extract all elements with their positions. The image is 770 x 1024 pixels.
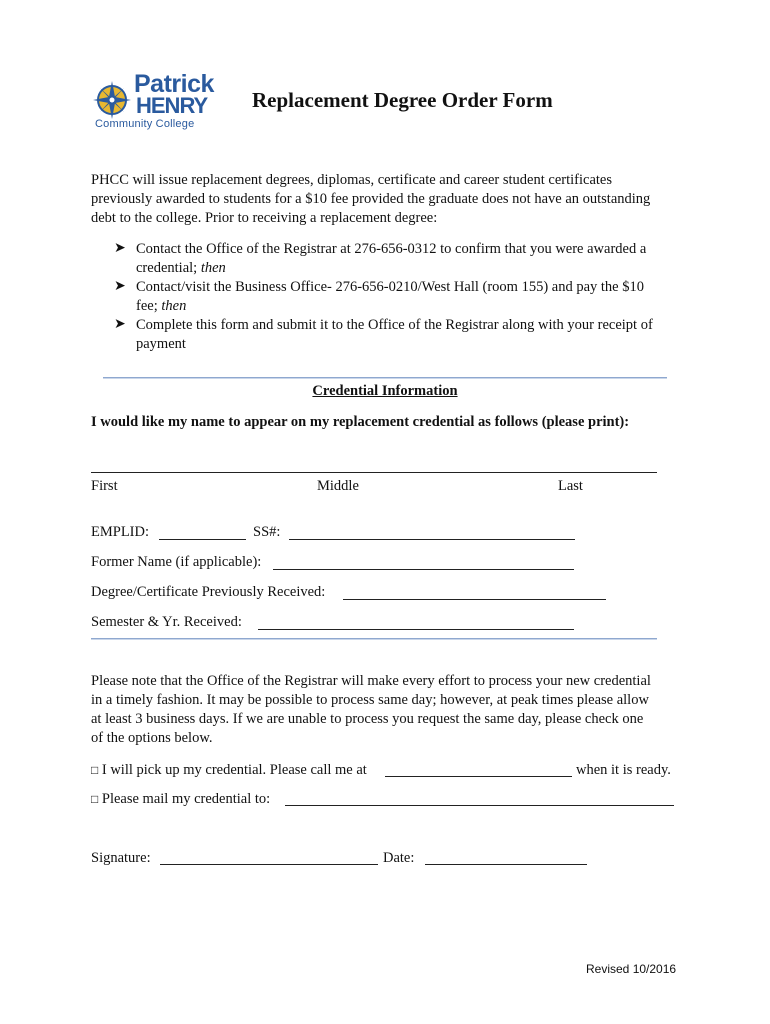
former-name-label: Former Name (if applicable): (91, 554, 262, 570)
step-1-line-1: Contact the Office of the Registrar at 276-656-0312 to confirm that you were awarded a (136, 241, 647, 257)
note-line-1: Please note that the Office of the Registrar will make every effort to process your new credential (91, 673, 651, 689)
pickup-suffix: when it is ready. (576, 762, 671, 778)
intro-line-1: PHCC will issue replacement degrees, diplomas, certificate and career student certificates (91, 172, 612, 188)
section-divider-bottom (91, 638, 657, 640)
degree-label: Degree/Certificate Previously Received: (91, 584, 326, 600)
step-3-line-1: Complete this form and submit it to the Office of the Registrar along with your receipt of (136, 317, 653, 333)
compass-icon (92, 80, 132, 120)
degree-field[interactable] (343, 599, 606, 600)
semester-label: Semester & Yr. Received: (91, 614, 242, 630)
date-label: Date: (383, 850, 415, 866)
mail-option (91, 790, 270, 809)
mail-label: Please mail my credential to: (101, 791, 271, 807)
step-1-line-2: credential; then (136, 260, 226, 276)
arrow-bullet-icon: ➤ (114, 241, 126, 256)
middle-name-label: Middle (317, 478, 359, 494)
step-3-line-2: payment (136, 336, 186, 352)
emplid-label: EMPLID: (91, 524, 149, 540)
mail-checkbox[interactable]: □ (91, 792, 99, 806)
note-line-3: at least 3 business days. If we are unable to process you request the same day, please check one (91, 711, 644, 727)
first-name-label: First (91, 478, 118, 494)
logo-text-henry: HENRY (136, 93, 208, 118)
intro-line-3: debt to the college. Prior to receiving a replacement degree: (91, 210, 438, 226)
logo-text-patrick: Patrick (134, 70, 214, 98)
name-instruction: I would like my name to appear on my replacement credential as follows (please print): (91, 414, 630, 430)
last-name-label: Last (558, 478, 583, 494)
former-name-field[interactable] (273, 569, 574, 570)
date-field[interactable] (425, 864, 587, 865)
note-line-2: in a timely fashion. It may be possible to process same day; however, at peak times please allow (91, 692, 649, 708)
step-2-line-1: Contact/visit the Business Office- 276-656-0210/West Hall (room 155) and pay the $10 (136, 279, 644, 295)
page-title: Replacement Degree Order Form (252, 88, 553, 112)
credential-heading: Credential Information (312, 383, 458, 399)
college-logo (92, 70, 217, 134)
pickup-label: I will pick up my credential. Please call me at (101, 762, 367, 778)
signature-field[interactable] (160, 864, 378, 865)
signature-label: Signature: (91, 850, 151, 866)
intro-line-2: previously awarded to students for a $10 fee provided the graduate does not have an outstanding (91, 191, 651, 207)
emplid-field[interactable] (159, 539, 246, 540)
step-2-line-2: fee; then (136, 298, 187, 314)
section-divider-top (103, 377, 667, 379)
logo-text-community-college: Community College (95, 118, 195, 130)
full-name-field[interactable] (91, 472, 657, 473)
semester-field[interactable] (258, 629, 574, 630)
ssn-field[interactable] (289, 539, 575, 540)
revision-date: Revised 10/2016 (586, 962, 677, 976)
mail-address-field[interactable] (285, 805, 674, 806)
arrow-bullet-icon: ➤ (114, 317, 126, 332)
note-line-4: of the options below. (91, 730, 213, 746)
pickup-option (91, 761, 367, 780)
ssn-label: SS#: (253, 524, 281, 540)
arrow-bullet-icon: ➤ (114, 279, 126, 294)
pickup-phone-field[interactable] (385, 776, 572, 777)
pickup-checkbox[interactable]: □ (91, 763, 99, 777)
